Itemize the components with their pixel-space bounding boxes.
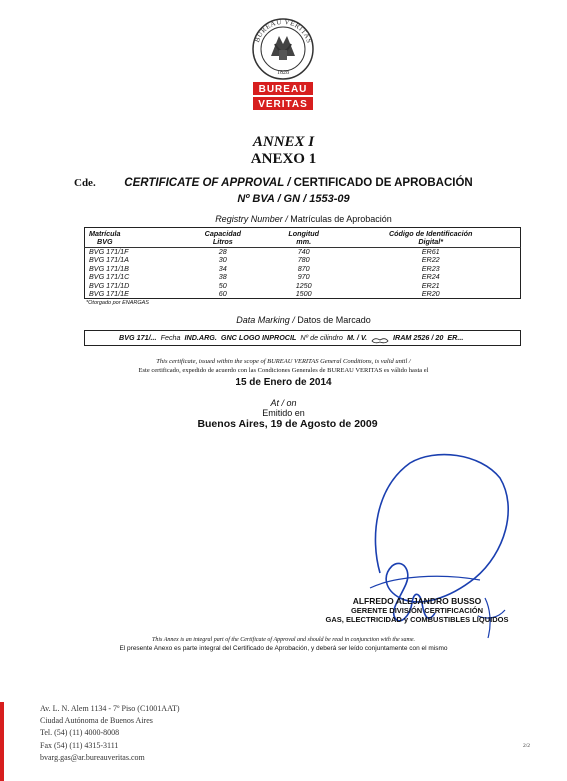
marking-box <box>84 330 521 346</box>
marking-heading-es: Datos de Marcado <box>297 315 371 325</box>
registry-table <box>84 227 521 299</box>
marking-logo: GNC LOGO INPROCIL <box>220 333 297 342</box>
cell-matricula: BVG 171/1D <box>89 280 130 290</box>
certificate-title-es: CERTIFICADO DE APROBACIÓN <box>293 177 473 189</box>
marking-heading-en: Data Marking / <box>236 315 295 325</box>
at-on-label: At / on <box>270 398 297 408</box>
red-accent-bar <box>0 702 4 781</box>
svg-text:VERITAS: VERITAS <box>258 99 308 110</box>
cell-matricula: BVG 171/1E <box>89 289 129 299</box>
marking-cylinder-number: Nº de cilindro <box>300 333 343 342</box>
footer-fax-line: Fax (54) (11) 4315-3111 <box>40 740 119 750</box>
cell-matricula: BVG 171/1A <box>89 255 129 265</box>
bureau-veritas-logo <box>249 14 317 114</box>
cell-codigo: ER22 <box>421 255 440 265</box>
footer-address-line: Av. L. N. Alem 1134 - 7º Piso (C1001AAT) <box>40 704 180 713</box>
annex-title-en: ANNEX I <box>252 134 315 150</box>
svg-text:BUREAU: BUREAU <box>258 84 308 95</box>
page-number: 2/2 <box>523 743 531 749</box>
registry-heading <box>0 214 567 224</box>
cell-codigo: ER61 <box>421 247 440 256</box>
footer-phone-line: Tel. (54) (11) 4000-8008 <box>40 728 120 738</box>
cell-matricula: BVG 171/1B <box>89 263 129 273</box>
cell-capacidad: 28 <box>218 247 227 256</box>
cell-capacidad: 30 <box>218 255 227 265</box>
table-footnote: *Otorgado por ENARGAS <box>86 300 149 306</box>
cell-longitud: 1500 <box>295 289 312 299</box>
cell-capacidad: 60 <box>218 289 227 299</box>
signer-name: ALFREDO ALEJANDRO BUSSO <box>352 596 482 606</box>
annex-title-es: ANEXO 1 <box>250 151 317 167</box>
cell-capacidad: 38 <box>218 272 227 282</box>
marking-iram: IRAM 2526 / 20 <box>393 333 444 342</box>
svg-text:1828: 1828 <box>277 70 289 76</box>
header-capacidad: Capacidad Litros <box>180 228 266 248</box>
footer-email-line: bvarg.gas@ar.bureauveritas.com <box>40 752 145 762</box>
validity-text-es: Este certificado, expedido de acuerdo con las Condiciones Generales de BUREAU VERITAS es válido hasta el <box>138 367 429 374</box>
certificate-number: Nº BVA / GN / 1553-09 <box>237 193 350 205</box>
table-header-row <box>85 228 521 248</box>
marking-date: Fecha <box>160 333 181 342</box>
cell-matricula: BVG 171/1F <box>89 247 129 256</box>
marking-er: ER... <box>447 333 464 342</box>
footer-city-line: Ciudad Autónoma de Buenos Aires <box>40 716 153 726</box>
cell-longitud: 780 <box>297 255 310 265</box>
table-row <box>85 290 521 299</box>
header-codigo: Código de Identificación Digital* <box>341 228 520 248</box>
validity-text-en: This certificate, issued within the scope of BUREAU VERITAS General Conditions, is valid until / <box>156 358 411 365</box>
certificate-title-en: CERTIFICATE OF APPROVAL / <box>124 177 291 189</box>
issue-place-date: Buenos Aires, 19 de Agosto de 2009 <box>197 418 378 430</box>
registry-heading-es: Matrículas de Aprobación <box>290 214 392 224</box>
issued-label: Emitido en <box>262 408 305 418</box>
cell-codigo: ER21 <box>421 280 440 290</box>
cell-longitud: 1250 <box>295 280 312 290</box>
integral-note-es: El presente Anexo es parte integral del Certificado de Aprobación, y deberá ser leído conjuntamente con el mismo <box>119 645 448 652</box>
signer-title: GERENTE DIVISIÓN CERTIFICACIÓN <box>350 606 484 615</box>
marking-mv: M. / V. <box>346 333 368 342</box>
cell-longitud: 740 <box>297 247 310 256</box>
marking-origin: IND.ARG. <box>184 333 217 342</box>
bureau-veritas-emblem-icon <box>371 335 389 342</box>
cell-capacidad: 34 <box>218 263 227 273</box>
registry-heading-en: Registry Number / <box>215 214 288 224</box>
footer-address <box>40 703 180 764</box>
cell-codigo: ER23 <box>421 263 440 273</box>
cde-label: Cde. <box>74 177 96 189</box>
marking-model: BVG 171/... <box>119 333 157 342</box>
marking-heading <box>0 315 567 325</box>
cell-matricula: BVG 171/1C <box>89 272 130 282</box>
cell-codigo: ER20 <box>421 289 440 299</box>
signer-department: GAS, ELECTRICIDAD y COMBUSTIBLES LÍQUIDOS <box>325 615 509 624</box>
integral-note-en: This Annex is an integral part of the Certificate of Approval and should be read in conjunction with the same. <box>152 637 415 643</box>
header-matricula: Matrícula BVG <box>85 228 180 248</box>
cell-longitud: 870 <box>297 263 310 273</box>
cell-longitud: 970 <box>297 272 310 282</box>
cell-capacidad: 50 <box>218 280 227 290</box>
cell-codigo: ER24 <box>421 272 440 282</box>
header-longitud: Longitud mm. <box>266 228 341 248</box>
certificate-title <box>0 177 567 189</box>
svg-text:BUREAU VERITAS: BUREAU VERITAS <box>253 17 314 45</box>
validity-date: 15 de Enero de 2014 <box>235 377 332 388</box>
